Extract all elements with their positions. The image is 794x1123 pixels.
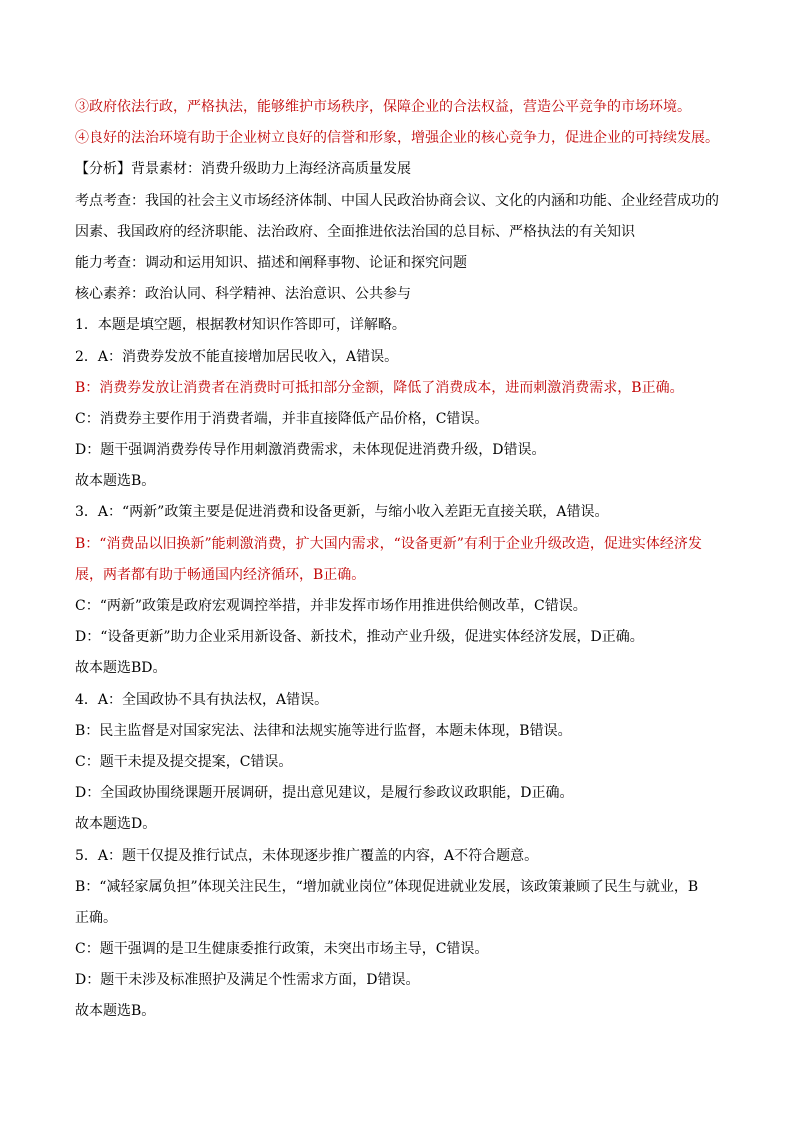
- q2-option-c: C：消费券主要作用于消费者端，并非直接降低产品价格，C错误。: [75, 410, 489, 427]
- q2-option-a: 2．A：消费券发放不能直接增加居民收入，A错误。: [75, 348, 399, 365]
- q1-explanation: 1．本题是填空题，根据教材知识作答即可，详解略。: [75, 317, 406, 334]
- q3-option-d: D：“设备更新”助力企业采用新设备、新技术，推动产业升级，促进实体经济发展，D正确。: [75, 629, 644, 646]
- q4-conclusion: 故本题选D。: [75, 816, 157, 833]
- q3-option-c: C：“两新”政策是政府宏观调控举措，并非发挥市场作用推进供给侧改革，C错误。: [75, 598, 587, 614]
- analysis-knowledge-1: 考点考查：我国的社会主义市场经济体制、中国人民政治协商会议、文化的内涵和功能、企业经营成功的: [75, 192, 719, 209]
- q2-option-b: B：消费券发放让消费者在消费时可抵扣部分金额，降低了消费成本，进而刺激消费需求，B正确。: [75, 379, 684, 396]
- q5-option-a: 5．A：题干仅提及推行试点，未体现逐步推广覆盖的内容，A不符合题意。: [75, 847, 539, 864]
- q3-conclusion: 故本题选BD。: [75, 660, 167, 677]
- q2-option-d: D：题干强调消费券传导作用刺激消费需求，未体现促进消费升级，D错误。: [75, 442, 546, 459]
- q5-option-d: D：题干未涉及标准照护及满足个性需求方面，D错误。: [75, 972, 420, 989]
- answer-line-4: ④良好的法治环境有助于企业树立良好的信誉和形象，增强企业的核心竞争力，促进企业的可持续发展。: [75, 130, 719, 147]
- q4-option-c: C：题干未提及提交提案，C错误。: [75, 753, 293, 770]
- q4-option-a: 4．A：全国政协不具有执法权，A错误。: [75, 691, 329, 708]
- q3-option-b-line1: B：“消费品以旧换新”能刺激消费，扩大国内需求，“设备更新”有利于企业升级改造，促进实体经济发: [75, 535, 702, 552]
- q4-option-b: B：民主监督是对国家宪法、法律和法规实施等进行监督，本题未体现，B错误。: [75, 722, 572, 739]
- document-body: [75, 97, 730, 1033]
- analysis-ability: 能力考查：调动和运用知识、描述和阐释事物、论证和探究问题: [75, 254, 467, 271]
- answer-line-3: ③政府依法行政，严格执法，能够维护市场秩序，保障企业的合法权益，营造公平竞争的市场环境。: [75, 99, 691, 115]
- q5-option-b-line1: B：“减轻家属负担”体现关注民生，“增加就业岗位”体现促进就业发展，该政策兼顾了民生与就业，B: [75, 878, 699, 895]
- q3-option-b-line2: 展，两者都有助于畅通国内经济循环，B正确。: [75, 566, 366, 583]
- analysis-literacy: 核心素养：政治认同、科学精神、法治意识、公共参与: [75, 286, 411, 303]
- q4-option-d: D：全国政协围绕课题开展调研，提出意见建议，是履行参政议政职能，D正确。: [75, 785, 574, 802]
- q5-conclusion: 故本题选B。: [75, 1003, 156, 1020]
- q5-option-b-line2: 正确。: [75, 909, 117, 926]
- q2-conclusion: 故本题选B。: [75, 473, 156, 490]
- q5-option-c: C：题干强调的是卫生健康委推行政策，未突出市场主导，C错误。: [75, 941, 489, 958]
- q3-option-a: 3．A：“两新”政策主要是促进消费和设备更新，与缩小收入差距无直接关联，A错误。: [75, 504, 609, 521]
- analysis-background: 【分析】背景素材：消费升级助力上海经济高质量发展: [75, 161, 411, 178]
- analysis-knowledge-2: 因素、我国政府的经济职能、法治政府、全面推进依法治国的总目标、严格执法的有关知识: [75, 223, 635, 240]
